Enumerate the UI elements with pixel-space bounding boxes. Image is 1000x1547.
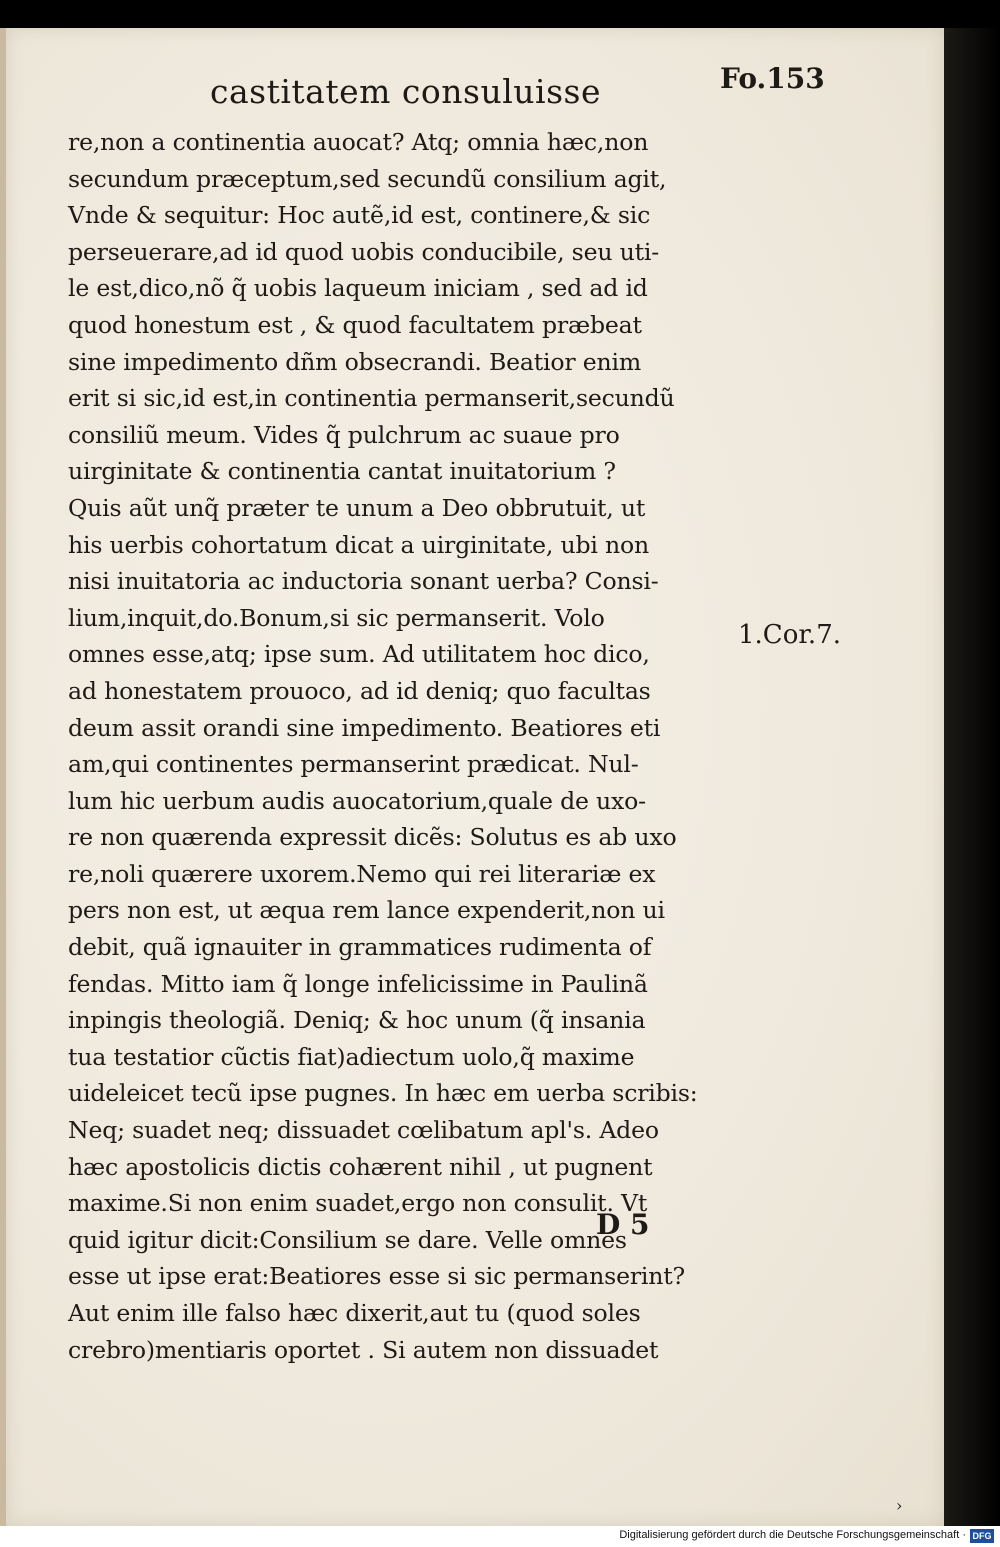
text-line: re non quærenda expressit dicẽs: Solutus es ab uxo [68,823,677,852]
text-line: Quis aũt unq̃ præter te unum a Deo obbrutuit, ut [68,493,646,522]
text-line: maxime.Si non enim suadet,ergo non consulit. Vt [68,1189,648,1218]
book-page [6,28,944,1526]
text-line: le est,dico,nõ q̃ uobis laqueum iniciam , sed ad id [68,274,648,303]
signature-mark: D 5 [596,1208,650,1241]
text-line: consiliũ meum. Vides q̃ pulchrum ac suaue pro [68,420,620,449]
corner-mark: › [896,1496,903,1515]
text-line: fendas. Mitto iam q̃ longe infelicissime in Paulinã [68,969,648,998]
text-line: quod honestum est , & quod facultatem præbeat [68,310,642,339]
folio-number: Fo.153 [720,62,825,95]
text-line: Aut enim ille falso hæc dixerit,aut tu (quod soles [68,1299,641,1327]
dfg-logo: DFG [970,1529,994,1543]
text-line: uirginitate & continentia cantat inuitatorium ? [68,457,616,486]
text-line: perseuerare,ad id quod uobis conducibile, seu uti- [68,237,660,266]
text-line: erit si sic,id est,in continentia permanserit,secundũ [68,384,675,413]
text-line: omnes esse,atq; ipse sum. Ad utilitatem hoc dico, [68,640,650,669]
footer-bar [0,1526,1000,1547]
text-line: lium,inquit,do.Bonum,si sic permanserit. Volo [68,603,605,632]
text-line: tua testatior cũctis fiat)adiectum uolo,q̃ maxime [68,1042,635,1071]
text-line: hæc apostolicis dictis cohærent nihil , ut pugnent [68,1152,653,1181]
text-line: inpingis theologiã. Deniq; & hoc unum (q̃ insania [68,1006,646,1035]
text-line: quid igitur dicit:Consilium se dare. Velle omnes [68,1225,627,1254]
text-line: re,noli quærere uxorem.Nemo qui rei literariæ ex [68,859,656,888]
body-text [68,124,748,1368]
text-line: am,qui continentes permanserint prædicat. Nul- [68,750,639,779]
text-line: his uerbis cohortatum dicat a uirginitate, ubi non [68,530,650,559]
text-line: Neq; suadet neq; dissuadet cœlibatum apl's. Adeo [68,1116,659,1145]
text-line: uideleicet tecũ ipse pugnes. In hæc em uerba scribis: [68,1079,698,1108]
text-line: nisi inuitatoria ac inductoria sonant uerba? Consi- [68,567,659,596]
text-line: pers non est, ut æqua rem lance expenderit,non ui [68,896,665,925]
text-line: lum hic uerbum audis auocatorium,quale de uxo- [68,786,646,815]
marginal-note: 1.Cor.7. [738,620,841,650]
binding-shadow [944,28,1000,1526]
text-line: Vnde & sequitur: Hoc autẽ,id est, continere,& sic [68,201,651,230]
text-line: debit, quã ignauiter in grammatices rudimenta of [68,933,652,962]
text-line: re,non a continentia auocat? Atq; omnia hæc,non [68,128,649,156]
footer-credit: Digitalisierung gefördert durch die Deutsche Forschungsgemeinschaft · [619,1529,966,1541]
text-line: esse ut ipse erat:Beatiores esse si sic permanserint? [68,1262,685,1291]
text-line: sine impedimento dñm obsecrandi. Beatior enim [68,347,642,376]
running-head: castitatem consuluisse [210,72,601,111]
text-line: secundum præceptum,sed secundũ consilium agit, [68,164,667,193]
text-line: crebro)mentiaris oportet . Si autem non dissuadet [68,1335,659,1364]
text-line: ad honestatem prouoco, ad id deniq; quo facultas [68,676,651,705]
text-line: deum assit orandi sine impedimento. Beatiores eti [68,713,661,742]
